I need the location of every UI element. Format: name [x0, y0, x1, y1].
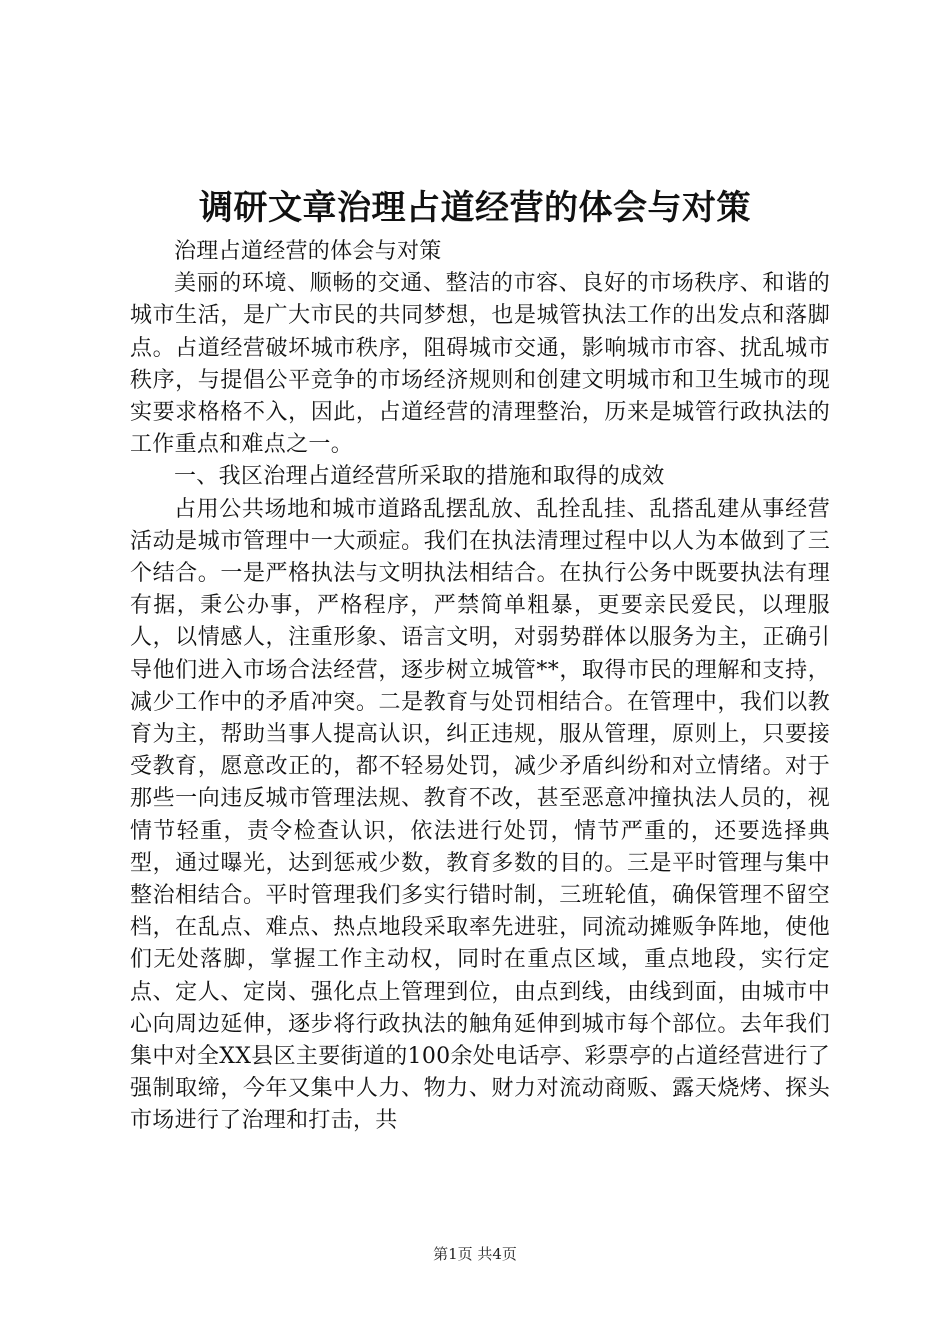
- intro-paragraph: 美丽的环境、顺畅的交通、整洁的市容、良好的市场秩序、和谐的城市生活，是广大市民的共同梦想，也是城管执法工作的出发点和落脚点。占道经营破坏城市秩序，阻碍城市交通，影响城市市容、扰乱城市秩序，与提倡公平竞争的市场经济规则和创建文明城市和卫生城市的现实要求格格不入，因此，占道经营的清理整治，历来是城管行政执法的工作重点和难点之一。: [130, 271, 830, 458]
- document-title: 调研文章治理占道经营的体会与对策: [199, 188, 751, 228]
- subtitle-paragraph: 治理占道经营的体会与对策: [174, 239, 442, 264]
- page-footer: [0, 1244, 950, 1264]
- document-body: [130, 236, 830, 1138]
- section-heading: 一、我区治理占道经营所采取的措施和取得的成效: [174, 464, 665, 490]
- page-total: 共4页: [477, 1245, 517, 1263]
- page-number: 第1页: [433, 1245, 473, 1263]
- body-paragraph: 占用公共场地和城市道路乱摆乱放、乱拴乱挂、乱搭乱建从事经营活动是城市管理中一大顽症。我们在执法清理过程中以人为本做到了三个结合。一是严格执法与文明执法相结合。在执行公务中既要执法有理有据，秉公办事，严格程序，严禁简单粗暴，更要亲民爱民，以理服人，以情感人，注重形象、语言文明，对弱势群体以服务为主，正确引导他们进入市场合法经营，逐步树立城管**，取得市民的理解和支持，减少工作中的矛盾冲突。二是教育与处罚相结合。在管理中，我们以教育为主，帮助当事人提高认识，纠正违规，服从管理，原则上，只要接受教育，愿意改正的，都不轻易处罚，减少矛盾纠纷和对立情绪。对于那些一向违反城市管理法规、教育不改，甚至恶意冲撞执法人员的，视情节轻重，责令检查认识，依法进行处罚，情节严重的，还要选择典型，通过曝光，达到惩戒少数，教育多数的目的。三是平时管理与集中整治相结合。平时管理我们多实行错时制，三班轮值，确保管理不留空档，在乱点、难点、热点地段采取率先进驻，同流动摊贩争阵地，使他们无处落脚，掌握工作主动权，同时在重点区域，重点地段，实行定点、定人、定岗、强化点上管理到位，由点到线，由线到面，由城市中心向周边延伸，逐步将行政执法的触角延伸到城市每个部位。去年我们集中对全XX县区主要街道的100余处电话亭、彩票亭的占道经营进行了强制取缔，今年又集中人力、物力、财力对流动商贩、露天烧烤、探头市场进行了治理和打击，共: [130, 496, 830, 1134]
